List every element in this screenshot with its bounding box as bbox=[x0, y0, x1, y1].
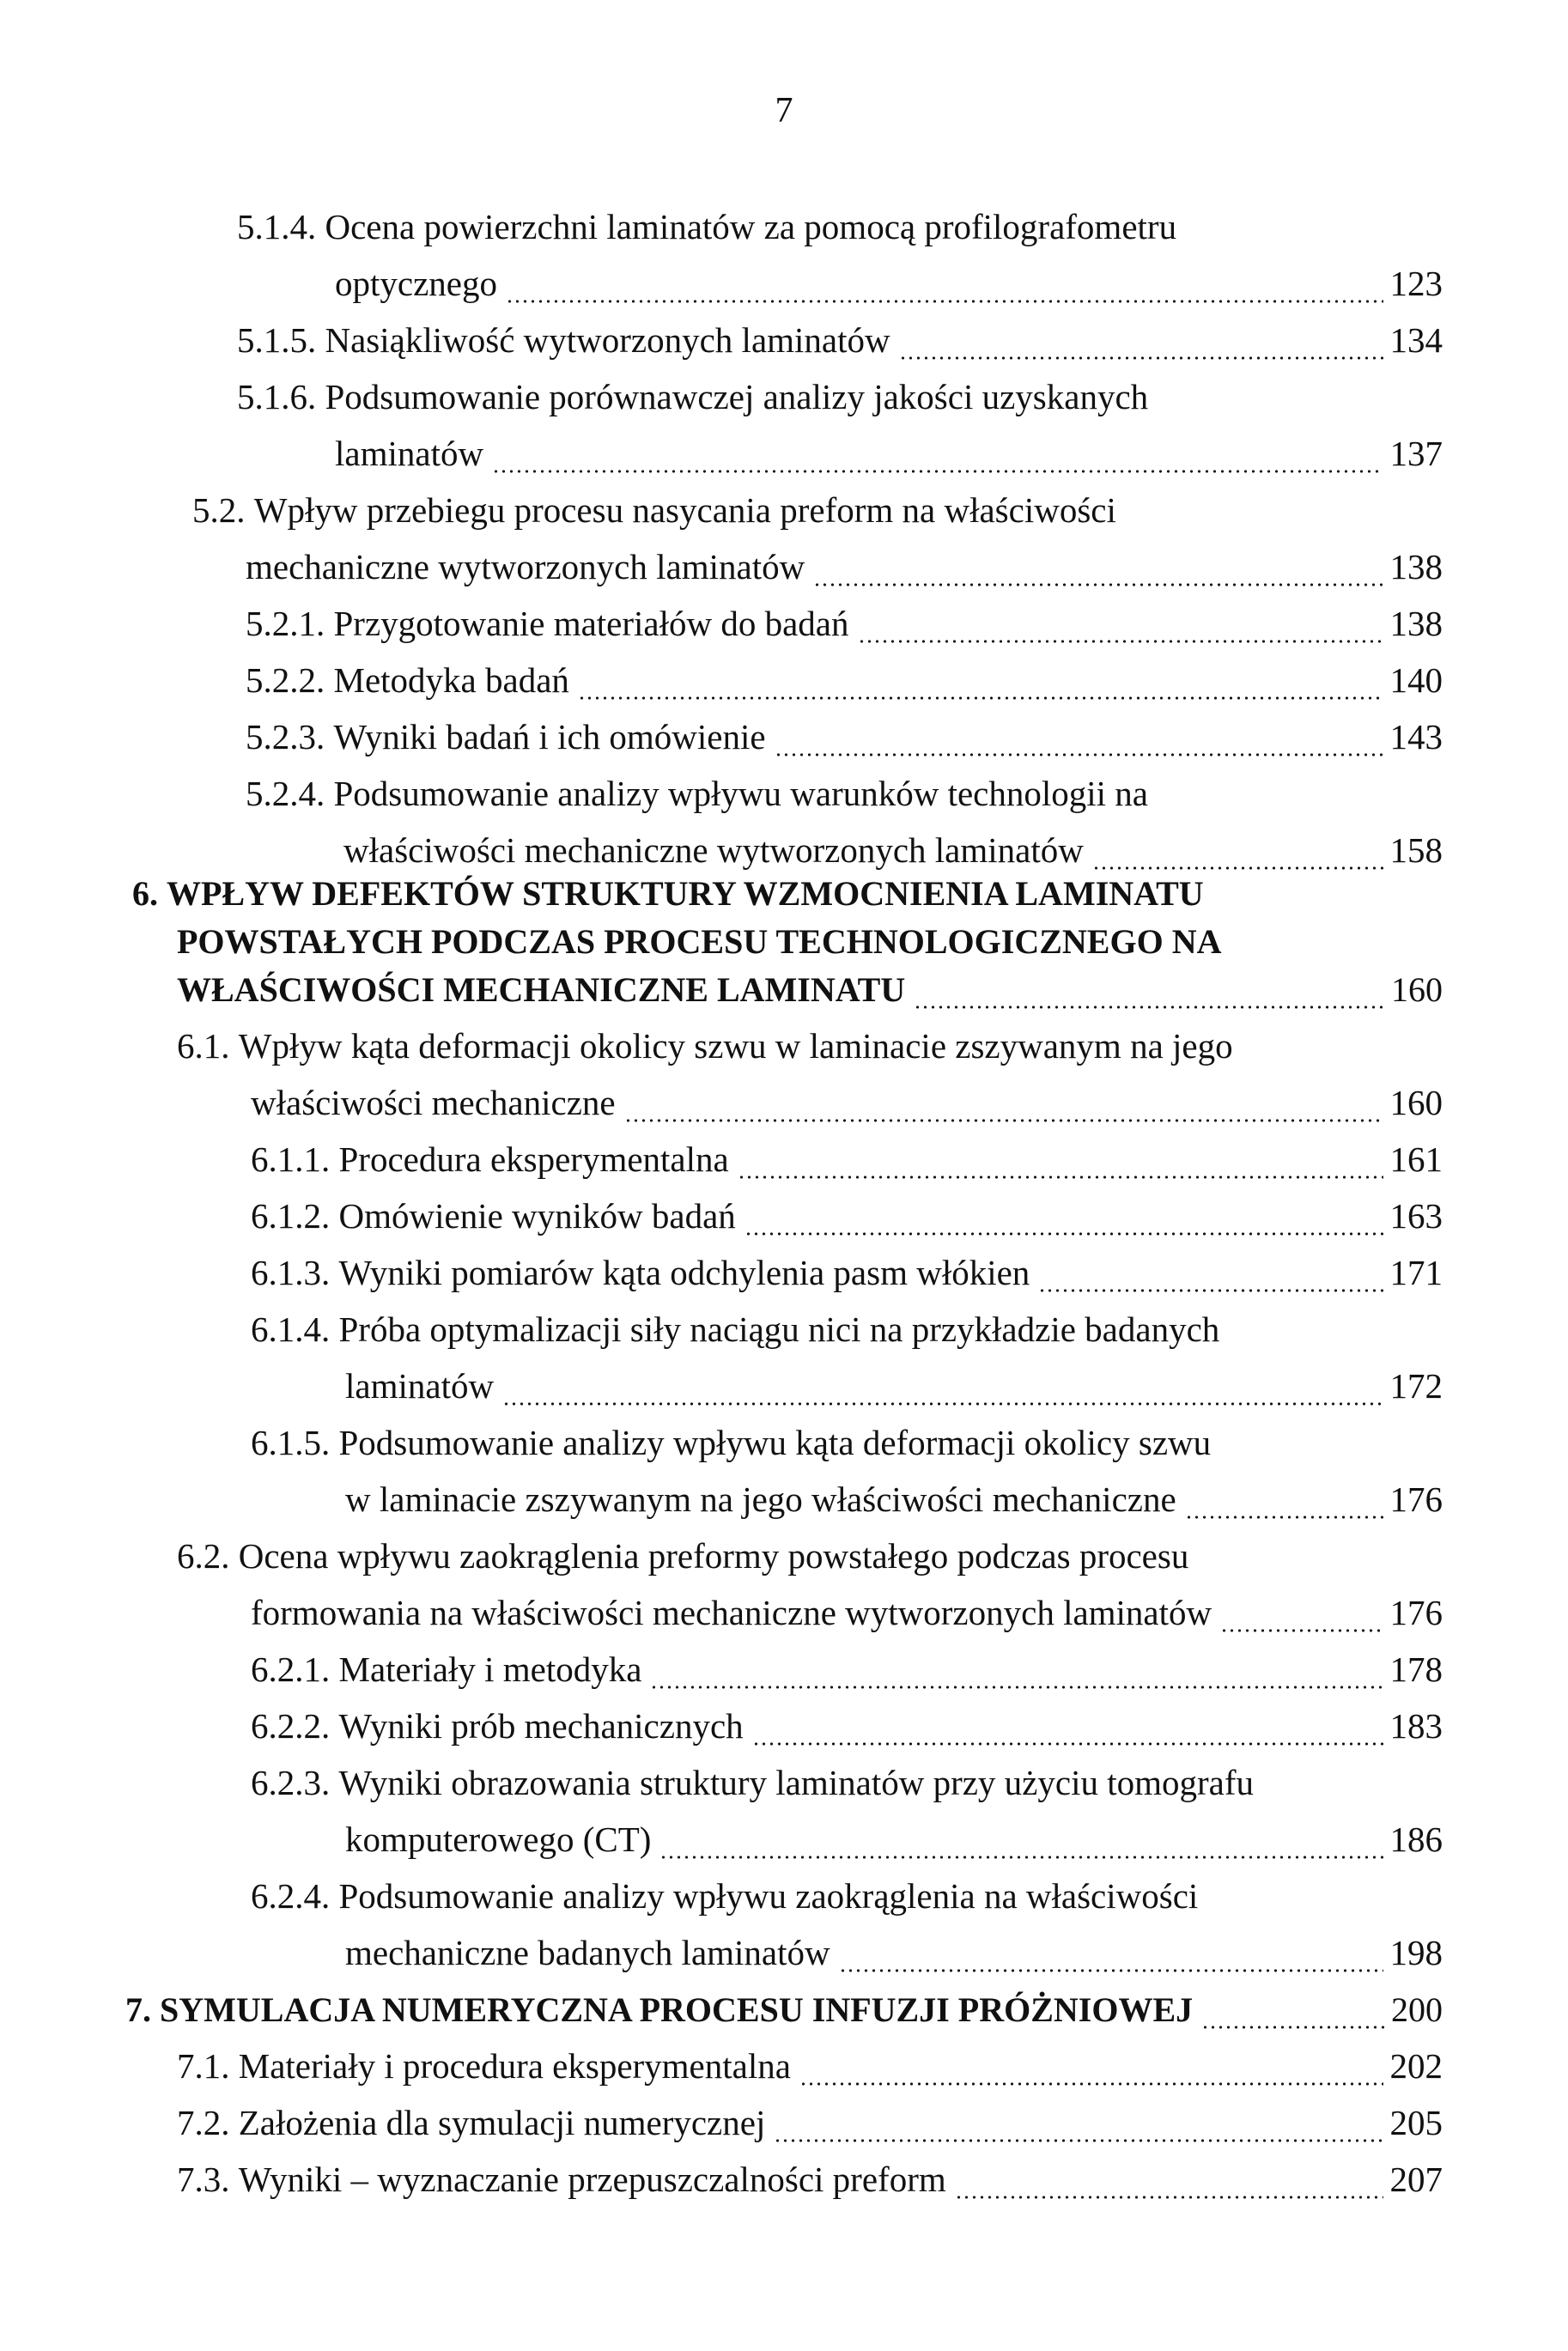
toc-title: Metodyka badań bbox=[333, 659, 569, 700]
toc-entry-6-1-5[interactable] bbox=[251, 1406, 1443, 1463]
toc-entry-6-1-5-cont[interactable] bbox=[345, 1463, 1443, 1520]
toc-entry-5-2-4-cont[interactable] bbox=[343, 814, 1443, 871]
toc-title: optycznego bbox=[335, 263, 497, 303]
dot-leader bbox=[1201, 1996, 1384, 2030]
toc-entry-7-1[interactable] bbox=[177, 2030, 1443, 2087]
toc-entry-5-1-5[interactable] bbox=[237, 304, 1443, 361]
dot-leader bbox=[799, 2051, 1383, 2087]
toc-number: 6.1.4. bbox=[251, 1309, 331, 1349]
toc-number: 7.1. bbox=[177, 2045, 230, 2086]
toc-page: 134 bbox=[1389, 319, 1443, 360]
toc-entry-5-2-2[interactable] bbox=[246, 644, 1443, 701]
toc-title: właściwości mechaniczne wytworzonych laminatów bbox=[343, 829, 1084, 870]
toc-title: Podsumowanie porównawczej analizy jakości uzyskanych bbox=[325, 376, 1149, 416]
toc-number: 7.2. bbox=[177, 2102, 230, 2142]
toc-number: 6.2.3. bbox=[251, 1762, 331, 1802]
toc-entry-5-1-4[interactable] bbox=[237, 191, 1443, 247]
dot-leader bbox=[813, 552, 1383, 587]
toc-title: Próba optymalizacji siły naciągu nici na przykładzie badanych bbox=[338, 1309, 1220, 1349]
toc-number: 5.1.4. bbox=[237, 206, 317, 246]
toc-number: 5.2.4. bbox=[246, 773, 325, 813]
toc-entry-5-1-4-cont[interactable] bbox=[335, 247, 1443, 304]
toc-title: Założenia dla symulacji numerycznej bbox=[238, 2102, 766, 2142]
toc-page: 178 bbox=[1389, 1649, 1443, 1689]
toc-number: 6.2.2. bbox=[251, 1705, 331, 1746]
dot-leader bbox=[659, 1825, 1383, 1860]
dot-leader bbox=[624, 1088, 1383, 1123]
toc-title: właściwości mechaniczne bbox=[251, 1082, 616, 1122]
toc-entry-7-2[interactable] bbox=[177, 2087, 1443, 2143]
toc-page: 123 bbox=[1389, 263, 1443, 303]
toc-entry-6-2-3-cont[interactable] bbox=[345, 1803, 1443, 1860]
dot-leader bbox=[1185, 1485, 1383, 1520]
toc-number: 6.2.1. bbox=[251, 1649, 331, 1689]
toc-entry-6-1-1[interactable] bbox=[251, 1123, 1443, 1180]
toc-entry-5-2-3[interactable] bbox=[246, 701, 1443, 757]
toc-chapter-6-cont-2[interactable] bbox=[177, 962, 1443, 1010]
toc-number: 6.1.2. bbox=[251, 1195, 331, 1236]
toc-title: Podsumowanie analizy wpływu zaokrąglenia na właściwości bbox=[338, 1875, 1199, 1916]
toc-title: SYMULACJA NUMERYCZNA PROCESU INFUZJI PRÓŻNIOWEJ bbox=[160, 1990, 1194, 2029]
toc-page: 163 bbox=[1389, 1195, 1443, 1236]
dot-leader bbox=[578, 665, 1383, 701]
toc-entry-6-1-4[interactable] bbox=[251, 1293, 1443, 1350]
dot-leader bbox=[899, 325, 1383, 361]
toc-page: 160 bbox=[1389, 1082, 1443, 1122]
toc-title: mechaniczne badanych laminatów bbox=[345, 1932, 830, 1972]
toc-page: 138 bbox=[1389, 546, 1443, 586]
toc-number: 5.2. bbox=[192, 489, 246, 530]
toc-entry-5-2[interactable] bbox=[192, 474, 1443, 531]
dot-leader bbox=[1038, 1258, 1383, 1293]
dot-leader bbox=[650, 1655, 1383, 1690]
toc-page: 186 bbox=[1389, 1819, 1443, 1859]
toc-entry-6-1[interactable] bbox=[177, 1010, 1443, 1066]
toc-entry-6-2-3[interactable] bbox=[251, 1747, 1443, 1803]
toc-title: formowania na właściwości mechaniczne wytworzonych laminatów bbox=[251, 1592, 1212, 1632]
toc-title: komputerowego (CT) bbox=[345, 1819, 652, 1859]
toc-entry-6-2-1[interactable] bbox=[251, 1633, 1443, 1690]
toc-page: 207 bbox=[1389, 2159, 1443, 2199]
toc-entry-6-2-4[interactable] bbox=[251, 1860, 1443, 1917]
dot-leader bbox=[744, 1201, 1383, 1236]
toc-page: 176 bbox=[1389, 1479, 1443, 1519]
toc-page: 183 bbox=[1389, 1705, 1443, 1746]
toc-title: Podsumowanie analizy wpływu kąta deformacji okolicy szwu bbox=[338, 1422, 1212, 1462]
toc-title: Wyniki prób mechanicznych bbox=[338, 1705, 744, 1746]
toc-number: 6.1. bbox=[177, 1025, 230, 1066]
toc-entry-6-1-cont[interactable] bbox=[251, 1066, 1443, 1123]
toc-number: 7. bbox=[125, 1990, 151, 2029]
toc-title: WŁAŚCIWOŚCI MECHANICZNE LAMINATU bbox=[177, 970, 906, 1009]
toc-title: Wyniki badań i ich omówienie bbox=[333, 716, 766, 756]
toc-chapter-7[interactable] bbox=[125, 1973, 1443, 2030]
toc-entry-6-2-4-cont[interactable] bbox=[345, 1917, 1443, 1973]
page-number: 7 bbox=[775, 91, 793, 131]
toc-number: 6.2. bbox=[177, 1535, 230, 1576]
toc-title: Ocena wpływu zaokrąglenia preformy powstałego podczas procesu bbox=[238, 1535, 1189, 1576]
toc-number: 5.1.5. bbox=[237, 319, 317, 360]
toc-entry-5-1-6[interactable] bbox=[237, 361, 1443, 417]
dot-leader bbox=[774, 2108, 1383, 2143]
toc-title: Wpływ kąta deformacji okolicy szwu w laminacie zszywanym na jego bbox=[238, 1025, 1233, 1066]
toc-page: 172 bbox=[1389, 1365, 1443, 1406]
toc-entry-6-2-cont[interactable] bbox=[251, 1576, 1443, 1633]
dot-leader bbox=[914, 975, 1384, 1010]
toc-page: 200 bbox=[1391, 1990, 1443, 2029]
toc-title: Procedura eksperymentalna bbox=[338, 1139, 729, 1179]
toc-entry-5-2-4[interactable] bbox=[246, 757, 1443, 814]
toc-page: 160 bbox=[1391, 970, 1443, 1009]
toc-entry-5-1-6-cont[interactable] bbox=[335, 417, 1443, 474]
toc-title: POWSTAŁYCH PODCZAS PROCESU TECHNOLOGICZNEGO NA bbox=[177, 922, 1222, 961]
toc-page: 140 bbox=[1389, 659, 1443, 700]
toc-number: 5.2.2. bbox=[246, 659, 325, 700]
toc-page: 198 bbox=[1389, 1932, 1443, 1972]
toc-number: 6.1.1. bbox=[251, 1139, 331, 1179]
toc-chapter-6[interactable] bbox=[132, 866, 1443, 914]
toc-number: 6.2.4. bbox=[251, 1875, 331, 1916]
toc-number: 5.2.3. bbox=[246, 716, 325, 756]
toc-entry-5-2-1[interactable] bbox=[246, 587, 1443, 644]
toc-page: 176 bbox=[1389, 1592, 1443, 1632]
dot-leader bbox=[955, 2165, 1383, 2200]
toc-chapter-6-cont-1[interactable] bbox=[177, 914, 1443, 962]
toc-title: Materiały i metodyka bbox=[338, 1649, 642, 1689]
toc-number: 6.1.5. bbox=[251, 1422, 331, 1462]
toc-entry-7-3[interactable] bbox=[177, 2143, 1443, 2200]
toc-title: mechaniczne wytworzonych laminatów bbox=[246, 546, 805, 586]
toc-title: Materiały i procedura eksperymentalna bbox=[238, 2045, 791, 2086]
dot-leader bbox=[1220, 1598, 1383, 1633]
toc-title: Wyniki pomiarów kąta odchylenia pasm włókien bbox=[338, 1252, 1030, 1292]
toc-title: w laminacie zszywanym na jego właściwości mechaniczne bbox=[345, 1479, 1176, 1519]
toc-title: Przygotowanie materiałów do badań bbox=[333, 603, 849, 643]
dot-leader bbox=[858, 609, 1383, 644]
toc-entry-6-1-4-cont[interactable] bbox=[345, 1350, 1443, 1406]
toc-page: 171 bbox=[1389, 1252, 1443, 1292]
dot-leader bbox=[502, 1371, 1383, 1406]
toc-page: 138 bbox=[1389, 603, 1443, 643]
toc-entry-6-2[interactable] bbox=[177, 1520, 1443, 1576]
toc-title: Wpływ przebiegu procesu nasycania preform na właściwości bbox=[253, 489, 1116, 530]
dot-leader bbox=[775, 722, 1383, 757]
dot-leader bbox=[839, 1938, 1383, 1973]
toc-page: 202 bbox=[1389, 2045, 1443, 2086]
dot-leader bbox=[752, 1711, 1383, 1747]
dot-leader bbox=[738, 1145, 1383, 1180]
toc-entry-6-2-2[interactable] bbox=[251, 1690, 1443, 1747]
toc-number: 5.1.6. bbox=[237, 376, 317, 416]
toc-title: Wyniki – wyznaczanie przepuszczalności preform bbox=[238, 2159, 946, 2199]
dot-leader bbox=[492, 439, 1383, 474]
toc-entry-6-1-2[interactable] bbox=[251, 1180, 1443, 1236]
dot-leader bbox=[506, 269, 1383, 304]
toc-title: laminatów bbox=[335, 433, 484, 473]
toc-title: Ocena powierzchni laminatów za pomocą profilografometru bbox=[325, 206, 1177, 246]
toc-number: 5.2.1. bbox=[246, 603, 325, 643]
toc-entry-6-1-3[interactable] bbox=[251, 1236, 1443, 1293]
toc-title: Wyniki obrazowania struktury laminatów przy użyciu tomografu bbox=[338, 1762, 1254, 1802]
toc-page: 143 bbox=[1389, 716, 1443, 756]
toc-number: 7.3. bbox=[177, 2159, 230, 2199]
toc-title: WPŁYW DEFEKTÓW STRUKTURY WZMOCNIENIA LAMINATU bbox=[167, 874, 1204, 913]
toc-page: 137 bbox=[1389, 433, 1443, 473]
toc-number: 6.1.3. bbox=[251, 1252, 331, 1292]
toc-title: Podsumowanie analizy wpływu warunków technologii na bbox=[333, 773, 1149, 813]
toc-entry-5-2-cont[interactable] bbox=[246, 531, 1443, 587]
toc-title: laminatów bbox=[345, 1365, 495, 1406]
toc-number: 6. bbox=[132, 874, 158, 913]
toc-title: Nasiąkliwość wytworzonych laminatów bbox=[325, 319, 890, 360]
toc-page: 158 bbox=[1389, 829, 1443, 870]
toc-page: 205 bbox=[1389, 2102, 1443, 2142]
toc-title: Omówienie wyników badań bbox=[338, 1195, 736, 1236]
toc-page: 161 bbox=[1389, 1139, 1443, 1179]
